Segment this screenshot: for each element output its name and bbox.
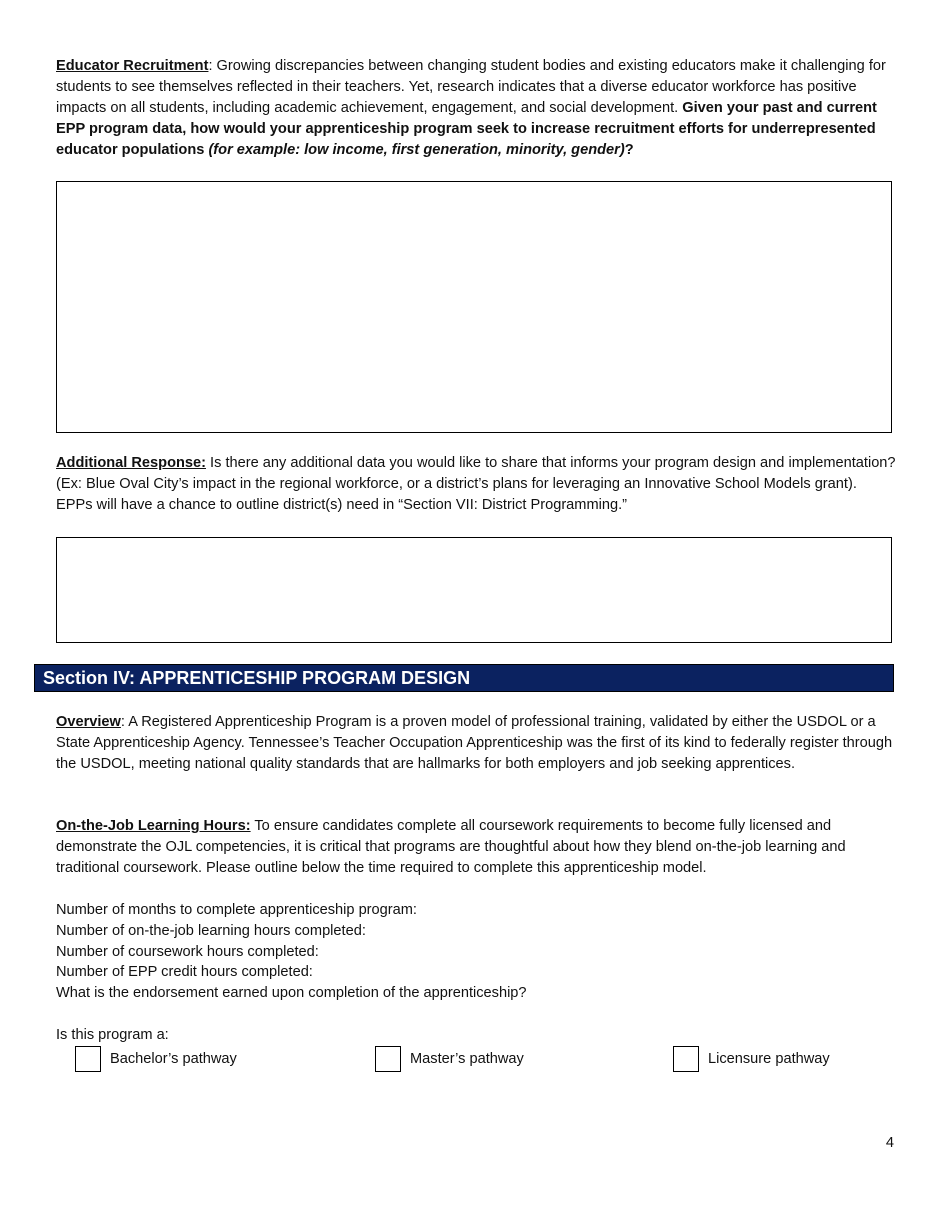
overview-text: : A Registered Apprenticeship Program is a proven model of professional training, validated by either the USDOL or a State Apprenticeship Agency. Tennessee’s Teacher Occupation Apprenticeship was the first of its kind to federally register through the USDOL, meeting national quality standards that are hallmarks for both employers and job seeking apprentices. bbox=[56, 714, 893, 772]
educator-recruitment-example: (for example: low income, first generation, minority, gender) bbox=[208, 141, 625, 158]
educator-recruitment-intro: : Growing discrepancies between changing student bodies and existing educators make it challenging for students to see themselves reflected in their teachers. Yet, research indicates that a diverse educator workforce has positive impacts on all students, including academic achievement, engagement, and social development. bbox=[56, 58, 886, 116]
licensure-checkbox[interactable] bbox=[673, 1046, 699, 1072]
masters-checkbox[interactable] bbox=[375, 1046, 401, 1072]
field-months: Number of months to complete apprenticeship program: bbox=[56, 902, 417, 918]
ojl-paragraph bbox=[56, 816, 896, 879]
option-licensure[interactable] bbox=[673, 1044, 830, 1074]
educator-recruitment-response-box[interactable] bbox=[56, 181, 892, 433]
masters-label: Master’s pathway bbox=[410, 1050, 524, 1067]
additional-response-box[interactable] bbox=[56, 537, 892, 643]
licensure-label: Licensure pathway bbox=[708, 1050, 830, 1067]
bachelors-label: Bachelor’s pathway bbox=[110, 1050, 237, 1067]
educator-recruitment-paragraph bbox=[56, 56, 896, 161]
option-masters[interactable] bbox=[375, 1044, 524, 1074]
additional-response-text: Is there any additional data you would like to share that informs your program design and implementation? (Ex: Blue Oval City’s impact in the regional workforce, or a district’s plans for leveraging an Innovative School Models grant). EPPs will have a chance to outline district(s) need in “Section VII: District Programming.” bbox=[56, 455, 896, 513]
section-iv-title: Section IV: APPRENTICESHIP PROGRAM DESIGN bbox=[34, 664, 894, 692]
page-number: 4 bbox=[885, 1135, 894, 1151]
educator-recruitment-heading: Educator Recruitment bbox=[56, 58, 209, 74]
field-endorsement: What is the endorsement earned upon completion of the apprenticeship? bbox=[56, 985, 527, 1001]
educator-recruitment-question: Given your past and current EPP program data, how would your apprenticeship program seek to increase recruitment efforts for underrepresented educator populations bbox=[56, 99, 877, 158]
field-ojl-hours: Number of on-the-job learning hours completed: bbox=[56, 923, 366, 939]
educator-recruitment-question-end: ? bbox=[624, 141, 634, 158]
bachelors-checkbox[interactable] bbox=[75, 1046, 101, 1072]
overview-paragraph bbox=[56, 712, 896, 775]
option-bachelors[interactable] bbox=[75, 1044, 237, 1074]
additional-response-paragraph bbox=[56, 453, 896, 516]
additional-response-heading: Additional Response: bbox=[56, 455, 206, 471]
overview-heading: Overview bbox=[56, 714, 121, 730]
field-coursework-hours: Number of coursework hours completed: bbox=[56, 944, 319, 960]
ojl-heading: On-the-Job Learning Hours: bbox=[56, 818, 251, 834]
ojl-text: To ensure candidates complete all coursework requirements to become fully licensed and demonstrate the OJL competencies, it is critical that programs are thoughtful about how they blend on-the-job learning and traditional coursework. Please outline below the time required to complete this apprenticeship model. bbox=[56, 818, 846, 876]
field-credit-hours: Number of EPP credit hours completed: bbox=[56, 964, 313, 980]
program-type-prompt: Is this program a: bbox=[56, 1027, 169, 1043]
